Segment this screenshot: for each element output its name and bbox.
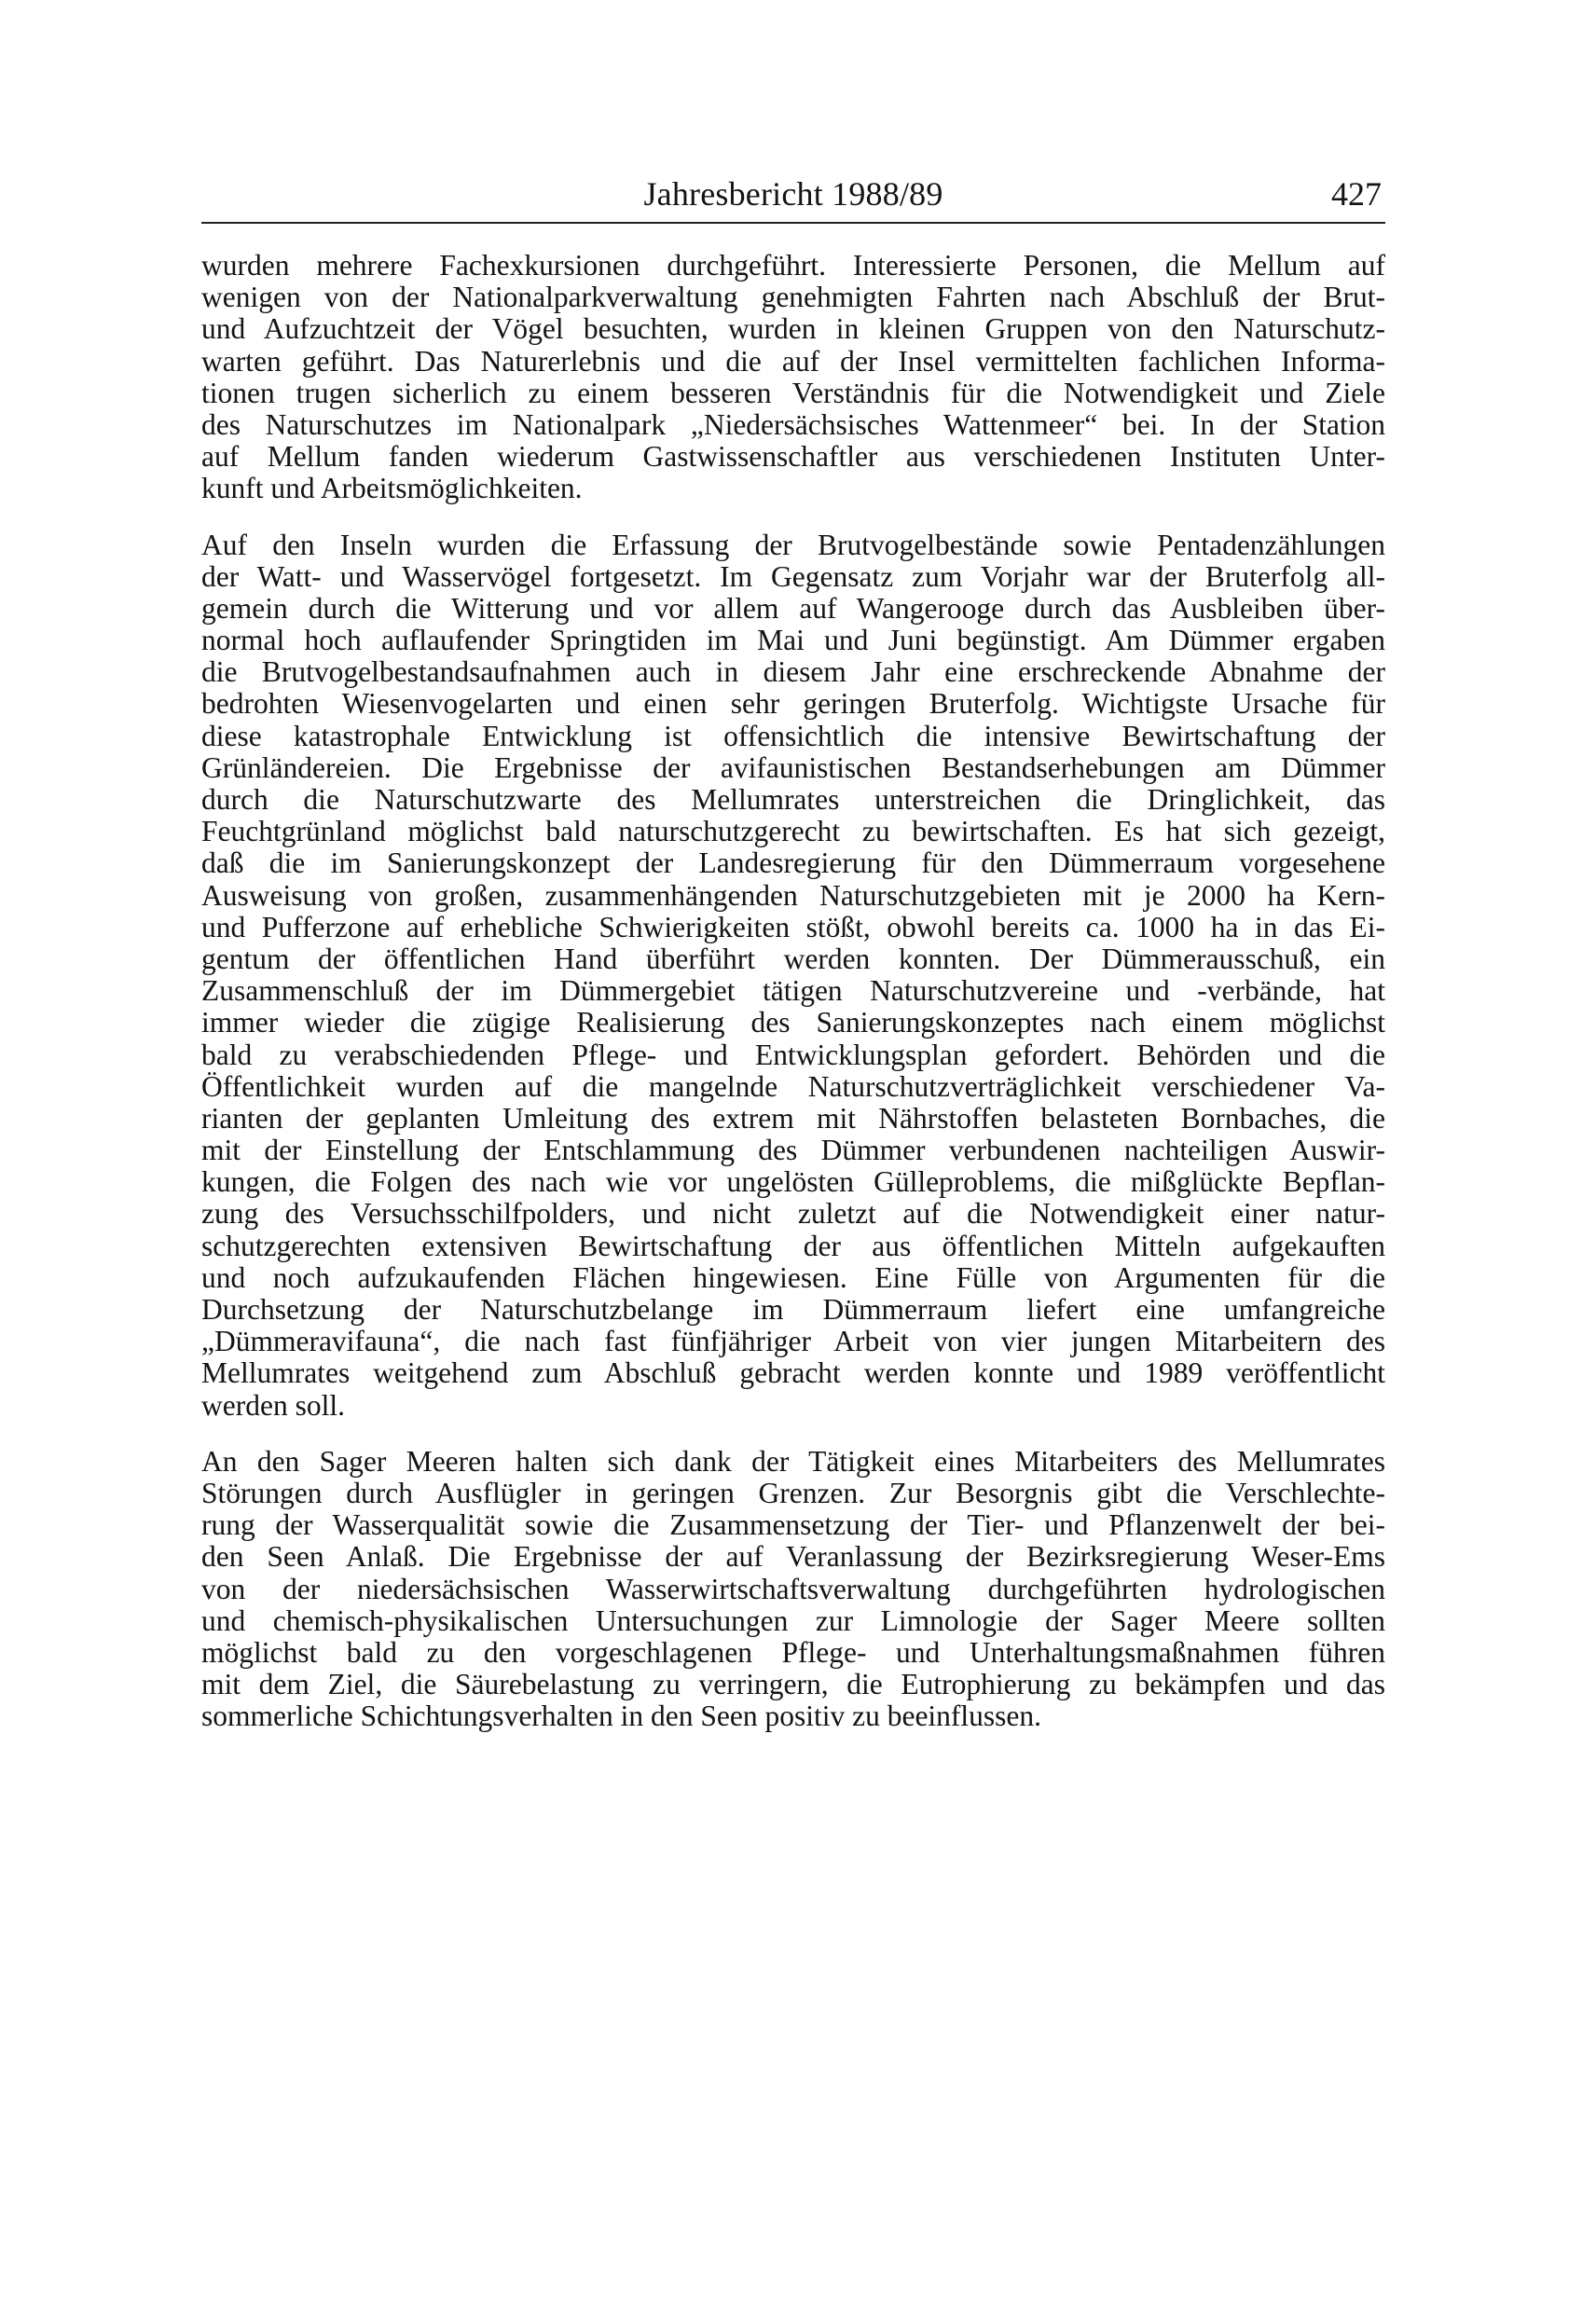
header-rule — [201, 222, 1385, 224]
paragraph — [201, 1446, 1385, 1733]
text-line: „Dümmeravifauna“, die nach fast fünfjähriger Arbeit von vier jungen Mitarbeitern des — [201, 1325, 1385, 1358]
text-line: mit dem Ziel, die Säurebelastung zu verringern, die Eutrophierung zu bekämpfen und das — [201, 1668, 1385, 1701]
text-line: werden soll. — [201, 1388, 345, 1422]
text-line: Ausweisung von großen, zusammenhängenden Naturschutzgebieten mit je 2000 ha Kern- — [201, 878, 1385, 912]
text-line: den Seen Anlaß. Die Ergebnisse der auf Veranlassung der Bezirksregierung Weser-Ems — [201, 1540, 1385, 1574]
text-line: des Naturschutzes im Nationalpark „Niedersächsisches Wattenmeer“ bei. In der Station — [201, 407, 1385, 441]
running-title: Jahresbericht 1988/89 — [643, 175, 943, 213]
text-line: zung des Versuchsschilfpolders, und nicht zuletzt auf die Notwendigkeit einer natur- — [201, 1197, 1385, 1231]
text-line: Öffentlichkeit wurden auf die mangelnde Naturschutzverträglichkeit verschiedener Va- — [201, 1069, 1385, 1103]
text-line: und Pufferzone auf erhebliche Schwierigkeiten stößt, obwohl bereits ca. 1000 ha in das Ei- — [201, 910, 1385, 943]
text-line: und noch aufzukaufenden Flächen hingewiesen. Eine Fülle von Argumenten für die — [201, 1260, 1385, 1294]
text-line: möglichst bald zu den vorgeschlagenen Pflege- und Unterhaltungsmaßnahmen führen — [201, 1635, 1385, 1669]
text-line: die Brutvogelbestandsaufnahmen auch in diesem Jahr eine erschreckende Abnahme der — [201, 655, 1385, 689]
text-line: sommerliche Schichtungsverhalten in den Seen positiv zu beeinflussen. — [201, 1700, 1042, 1733]
text-line: Zusammenschluß der im Dümmergebiet tätigen Naturschutzvereine und -verbände, hat — [201, 974, 1385, 1008]
text-line: rianten der geplanten Umleitung des extrem mit Nährstoffen belasteten Bornbaches, die — [201, 1101, 1385, 1135]
text-line: warten geführt. Das Naturerlebnis und die auf der Insel vermittelten fachlichen Informa- — [201, 344, 1385, 378]
text-line: kungen, die Folgen des nach wie vor ungelösten Gülleproblems, die mißglückte Bepflan- — [201, 1165, 1385, 1199]
text-line: bedrohten Wiesenvogelarten und einen sehr geringen Bruterfolg. Wichtigste Ursache für — [201, 687, 1385, 721]
text-line: bald zu verabschiedenden Pflege- und Entwicklungsplan gefordert. Behörden und die — [201, 1038, 1385, 1071]
text-line: kunft und Arbeitsmöglichkeiten. — [201, 472, 583, 505]
text-line: Durchsetzung der Naturschutzbelange im Dümmerraum liefert eine umfangreiche — [201, 1293, 1385, 1326]
text-line: daß die im Sanierungskonzept der Landesregierung für den Dümmerraum vorgesehene — [201, 846, 1385, 880]
text-line: immer wieder die zügige Realisierung des Sanierungskonzeptes nach einem möglichst — [201, 1006, 1385, 1039]
text-line: Auf den Inseln wurden die Erfassung der Brutvogelbestände sowie Pentadenzählungen — [201, 528, 1385, 561]
text-line: und Aufzuchtzeit der Vögel besuchten, wurden in kleinen Gruppen von den Naturschutz- — [201, 312, 1385, 346]
text-line: und chemisch-physikalischen Untersuchungen zur Limnologie der Sager Meere sollten — [201, 1603, 1385, 1637]
text-line: An den Sager Meeren halten sich dank der Tätigkeit eines Mitarbeiters des Mellumrates — [201, 1444, 1385, 1478]
text-line: durch die Naturschutzwarte des Mellumrates unterstreichen die Dringlichkeit, das — [201, 783, 1385, 816]
text-line: Feuchtgrünland möglichst bald naturschutzgerecht zu bewirtschaften. Es hat sich gezeigt, — [201, 815, 1385, 848]
body-text — [201, 250, 1385, 1756]
text-line: diese katastrophale Entwicklung ist offensichtlich die intensive Bewirtschaftung der — [201, 719, 1385, 752]
paragraph — [201, 530, 1385, 1422]
text-line: Mellumrates weitgehend zum Abschluß gebracht werden konnte und 1989 veröffentlicht — [201, 1356, 1385, 1390]
paragraph — [201, 250, 1385, 505]
text-line: wurden mehrere Fachexkursionen durchgeführt. Interessierte Personen, die Mellum auf — [201, 249, 1385, 282]
text-line: gentum der öffentlichen Hand überführt werden konnten. Der Dümmerausschuß, ein — [201, 942, 1385, 975]
text-line: Grünländereien. Die Ergebnisse der avifaunistischen Bestandserhebungen am Dümmer — [201, 750, 1385, 784]
page-header — [201, 173, 1385, 214]
text-line: gemein durch die Witterung und vor allem auf Wangerooge durch das Ausbleiben über- — [201, 591, 1385, 625]
text-line: Störungen durch Ausflügler in geringen Grenzen. Zur Besorgnis gibt die Verschlechte- — [201, 1476, 1385, 1509]
text-line: mit der Einstellung der Entschlammung des Dümmer verbundenen nachteiligen Auswir- — [201, 1134, 1385, 1167]
text-line: rung der Wasserqualität sowie die Zusammensetzung der Tier- und Pflanzenwelt der bei- — [201, 1508, 1385, 1542]
text-line: tionen trugen sicherlich zu einem besseren Verständnis für die Notwendigkeit und Ziele — [201, 376, 1385, 409]
text-line: auf Mellum fanden wiederum Gastwissenschaftler aus verschiedenen Instituten Unter- — [201, 440, 1385, 474]
page-number: 427 — [1331, 175, 1382, 213]
text-line: von der niedersächsischen Wasserwirtschaftsverwaltung durchgeführten hydrologischen — [201, 1572, 1385, 1605]
text-line: wenigen von der Nationalparkverwaltung genehmigten Fahrten nach Abschluß der Brut- — [201, 281, 1385, 314]
text-line: der Watt- und Wasservögel fortgesetzt. Im Gegensatz zum Vorjahr war der Bruterfolg all- — [201, 559, 1385, 593]
text-line: normal hoch auflaufender Springtiden im Mai und Juni begünstigt. Am Dümmer ergaben — [201, 624, 1385, 657]
text-line: schutzgerechten extensiven Bewirtschaftung der aus öffentlichen Mitteln aufgekauften — [201, 1229, 1385, 1262]
